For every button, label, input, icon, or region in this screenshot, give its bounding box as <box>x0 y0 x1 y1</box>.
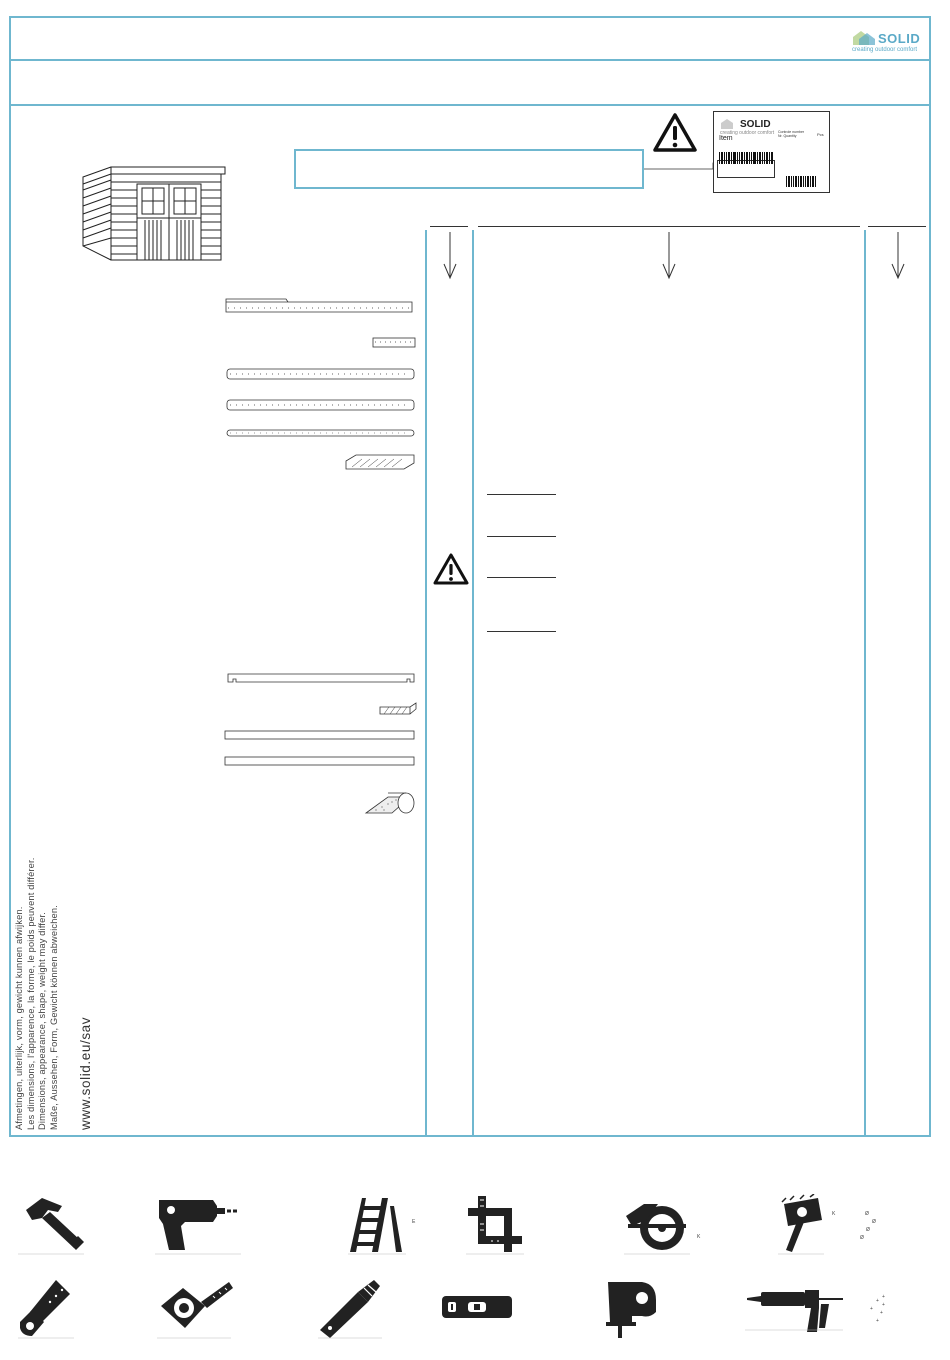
disclaimer-de: Maße, Aussehen, Form, Gewicht können abweichen. <box>48 905 59 1130</box>
label-barcode-1 <box>719 152 773 164</box>
part-small-block <box>376 701 420 717</box>
utility-knife-icon <box>318 1278 382 1340</box>
square-icon <box>466 1196 524 1256</box>
column-header-line-1 <box>430 226 468 227</box>
caulking-gun-icon <box>745 1282 845 1334</box>
part-long-plank-2 <box>224 397 419 413</box>
plus-mark-3: + <box>876 1298 879 1304</box>
package-label-card <box>713 111 830 193</box>
part-flat-board-2 <box>222 754 419 768</box>
plus-mark-1: + <box>882 1294 885 1300</box>
shed-illustration <box>75 160 230 275</box>
part-flat-board-1 <box>222 728 419 742</box>
part-plank-notched <box>222 296 422 314</box>
roofing-felt-roll-icon <box>362 785 420 819</box>
down-arrow-icon <box>891 230 905 282</box>
down-arrow-icon <box>662 230 676 282</box>
note-line-2 <box>487 536 556 537</box>
note-line-3 <box>487 577 556 578</box>
website-link[interactable]: www.solid.eu/sav <box>78 1016 93 1130</box>
label-small-text: Controle number Nr. Quantity <box>778 130 805 138</box>
diameter-mark-2: Ø <box>872 1219 876 1225</box>
column-divider-2 <box>472 230 474 1137</box>
column-divider-1 <box>425 230 427 1137</box>
label-pcs: Pcs <box>817 132 824 137</box>
warning-triangle-icon <box>651 110 699 156</box>
hole-saw-icon <box>778 1194 826 1256</box>
column-divider-3 <box>864 230 866 1137</box>
part-thin-plank <box>224 427 419 439</box>
logo-tagline: creating outdoor comfort <box>852 47 918 53</box>
disclaimer-fr: Les dimensions, l'apparence, la forme, le poids peuvent différer. <box>25 857 36 1130</box>
part-floor-board <box>340 451 420 473</box>
plus-mark-6: + <box>876 1318 879 1324</box>
disclaimer-nl: Afmetingen, uiterlijk, vorm, gewicht kunnen afwijken. <box>14 906 24 1130</box>
handsaw-icon <box>18 1278 74 1340</box>
part-long-plank-1 <box>224 366 419 382</box>
disclaimer-en: Dimensions, appearance, shape, weight may differ. <box>37 912 48 1130</box>
down-arrow-icon <box>443 230 457 282</box>
column-header-line-3 <box>868 226 926 227</box>
label-tagline: creating outdoor comfort <box>720 130 775 136</box>
label-logo-icon <box>720 118 738 130</box>
ladder-note: E <box>412 1219 416 1225</box>
hole-saw-note: K <box>832 1211 836 1217</box>
circular-saw-icon <box>624 1196 690 1256</box>
tape-measure-icon <box>157 1278 233 1340</box>
plus-mark-4: + <box>880 1310 883 1316</box>
hammer-icon <box>18 1196 86 1256</box>
note-line-1 <box>487 494 556 495</box>
logo-wordmark: SOLID <box>878 31 921 46</box>
diameter-mark-3: Ø <box>866 1227 870 1233</box>
plus-mark-5: + <box>870 1306 873 1312</box>
label-brand: SOLID <box>740 119 771 130</box>
jigsaw-icon <box>602 1278 660 1340</box>
part-short-plank <box>370 336 420 350</box>
plus-mark-2: + <box>882 1302 885 1308</box>
diameter-mark-1: Ø <box>865 1211 869 1217</box>
warning-triangle-icon <box>432 552 470 588</box>
column-header-line-2 <box>478 226 860 227</box>
label-item: Item <box>719 135 733 142</box>
part-beam-notched <box>224 671 419 685</box>
note-line-4 <box>487 631 556 632</box>
drill-icon <box>155 1196 241 1256</box>
saw-note: K <box>697 1234 701 1240</box>
label-barcode-2 <box>786 176 816 187</box>
ladder-icon <box>348 1196 406 1256</box>
spirit-level-icon <box>440 1290 514 1326</box>
disclaimer-text <box>14 858 60 1131</box>
diameter-mark-4: Ø <box>860 1235 864 1241</box>
